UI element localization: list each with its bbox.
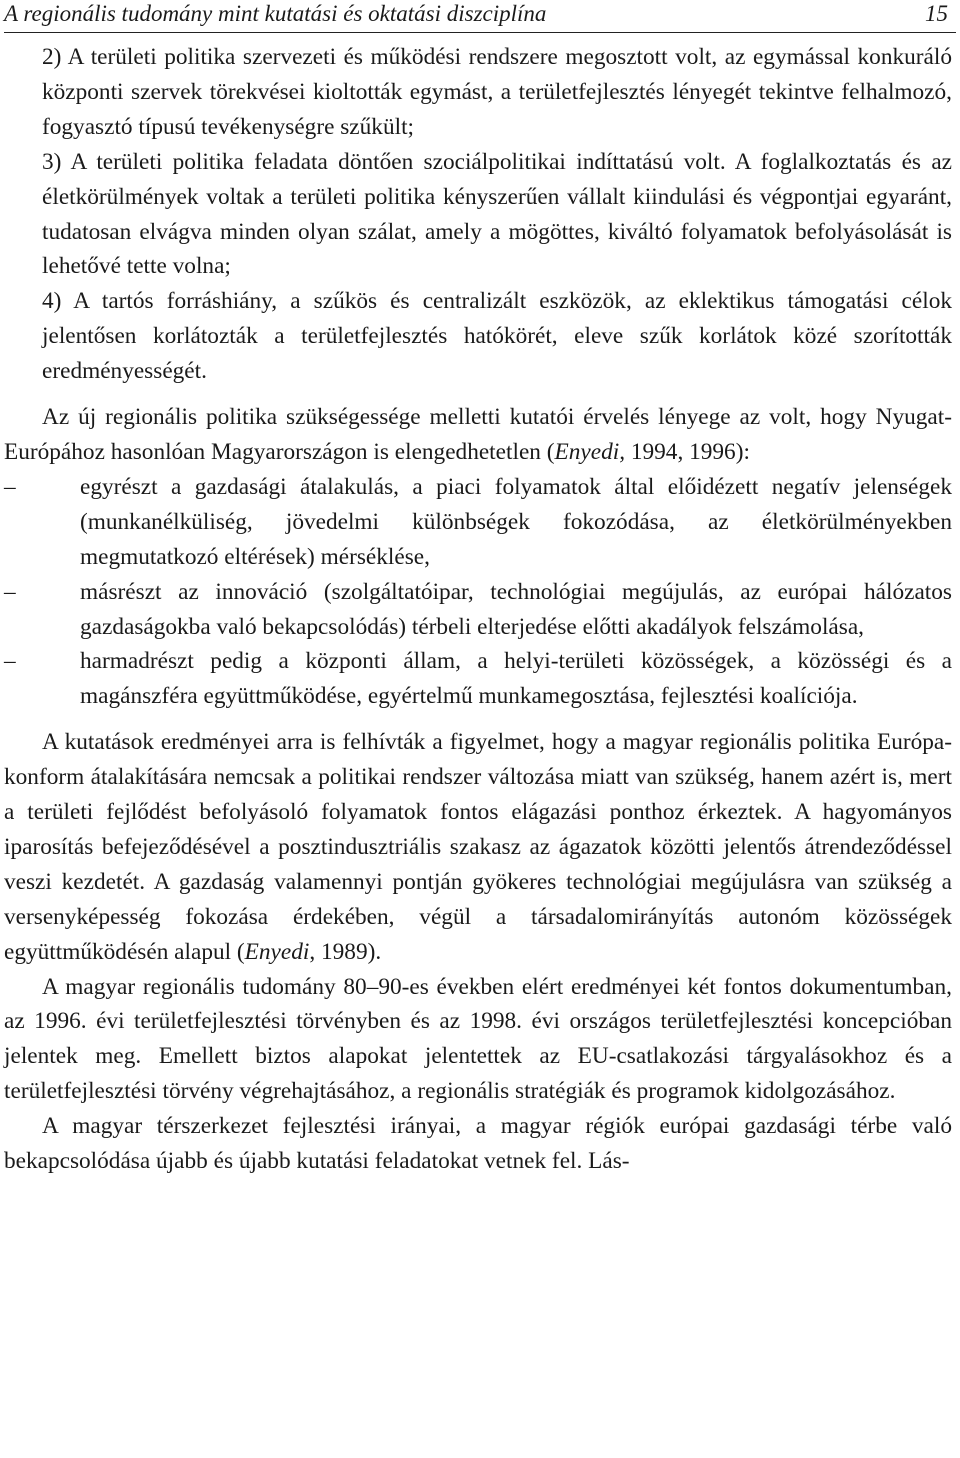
paragraph-intro [4, 400, 952, 470]
numbered-item-3: 3) A területi politika feladata döntően szociálpolitikai indíttatású volt. A foglalkoztatás és az életkörülmények voltak a területi politika kényszerűen vállalt kiindulási és végpontjai egyaránt, tudatosan elvágva minden olyan szálat, amely a mögöttes, kiváltó folyamatok befolyásolását is lehetővé tette volna; [42, 148, 952, 280]
numbered-item-4: 4) A tartós forráshiány, a szűkös és centralizált eszközök, az eklektikus támogatási célok jelentősen korlátozták a területfejlesztés hatókörét, eleve szűk korlátok közé szorították eredményességét. [42, 288, 952, 385]
dash-bullet: – [4, 578, 16, 605]
list-item-text: harmadrészt pedig a központi állam, a helyi-területi közösségek, a közösségi és a magánszféra együttműködése, egyértelmű munkamegosztása, fejlesztési koalíciója. [80, 648, 952, 710]
list-item-text: egyrészt a gazdasági átalakulás, a piaci folyamatok által előidézett negatív jelenségek (munkanélküliség, jövedelmi különbségek fokozódása, az életkörülményekben megmutatkozó eltérések) mérséklése, [80, 473, 952, 570]
paragraph-research-text: A kutatások eredményei arra is felhívták a figyelmet, hogy a magyar regionális politika Európa-konform átalakítására nemcsak a politikai rendszer változása miatt van szükség, hanem azért is, mert a területi fejlődést befolyásoló folyamatok fontos elágazási ponthoz érkeztek. A hagyományos iparosítás befejeződésével a posztindusztriális szakasz az ágazatok közötti jelentős átrendeződéssel veszi kezdetét. A gazdaság valamennyi pontján gyökeres technológiai megújulásra van szükség a versenyképesség fokozása érdekében, végül a társadalomirányítás autonóm közösségek együttműködésén alapul ( [4, 729, 952, 965]
running-header [4, 0, 956, 33]
list-item-text: másrészt az innováció (szolgáltatóipar, technológiai megújulás, az európai hálózatos gazdaságokba való bekapcsolódás) térbeli elterjedése előtti akadályok felszámolása, [80, 578, 952, 640]
paragraph-research [4, 725, 952, 969]
list-item [4, 575, 952, 645]
citation-author: Enyedi, [554, 438, 626, 465]
paragraph-results: A magyar regionális tudomány 80–90-es években elért eredményei két fontos dokumentumban, az 1996. évi területfejlesztési törvényben és az 1998. évi országos területfejlesztési koncepcióban jelentek meg. Emellett biztos alapokat jelentettek az EU-csatlakozási tárgyalásokhoz és a területfejlesztési törvény végrehajtásához, a regionális stratégiák és programok kidolgozásához. [4, 973, 952, 1105]
running-header-title: A regionális tudomány mint kutatási és oktatási diszciplína [4, 1, 547, 26]
dash-list [4, 470, 952, 714]
citation-author: Enyedi [244, 938, 310, 965]
page-number: 15 [925, 1, 948, 26]
numbered-item-2: 2) A területi politika szervezeti és működési rendszere megosztott volt, az egymással konkuráló központi szervek törekvései kioltották egymást, a területfejlesztés lényegét tekintve felhalmozó, fogyasztó típusú tevékenységre szűkült; [42, 44, 952, 140]
list-item [4, 644, 952, 714]
list-item [4, 470, 952, 575]
page-body [4, 40, 952, 1179]
dash-bullet: – [4, 648, 16, 675]
citation-year: , 1989). [309, 938, 382, 965]
paragraph-last: A magyar térszerkezet fejlesztési irányai, a magyar régiók európai gazdasági térbe való bekapcsolódása újabb és újabb kutatási feladatokat vetnek fel. Lás- [4, 1113, 952, 1175]
paragraph-intro-text: Az új regionális politika szükségessége melletti kutatói érvelés lényege az volt, hogy Nyugat-Európához hasonlóan Magyarországon is elengedhetetlen ( [4, 404, 952, 465]
dash-bullet: – [4, 473, 16, 500]
citation-years: 1994, 1996): [625, 438, 750, 465]
